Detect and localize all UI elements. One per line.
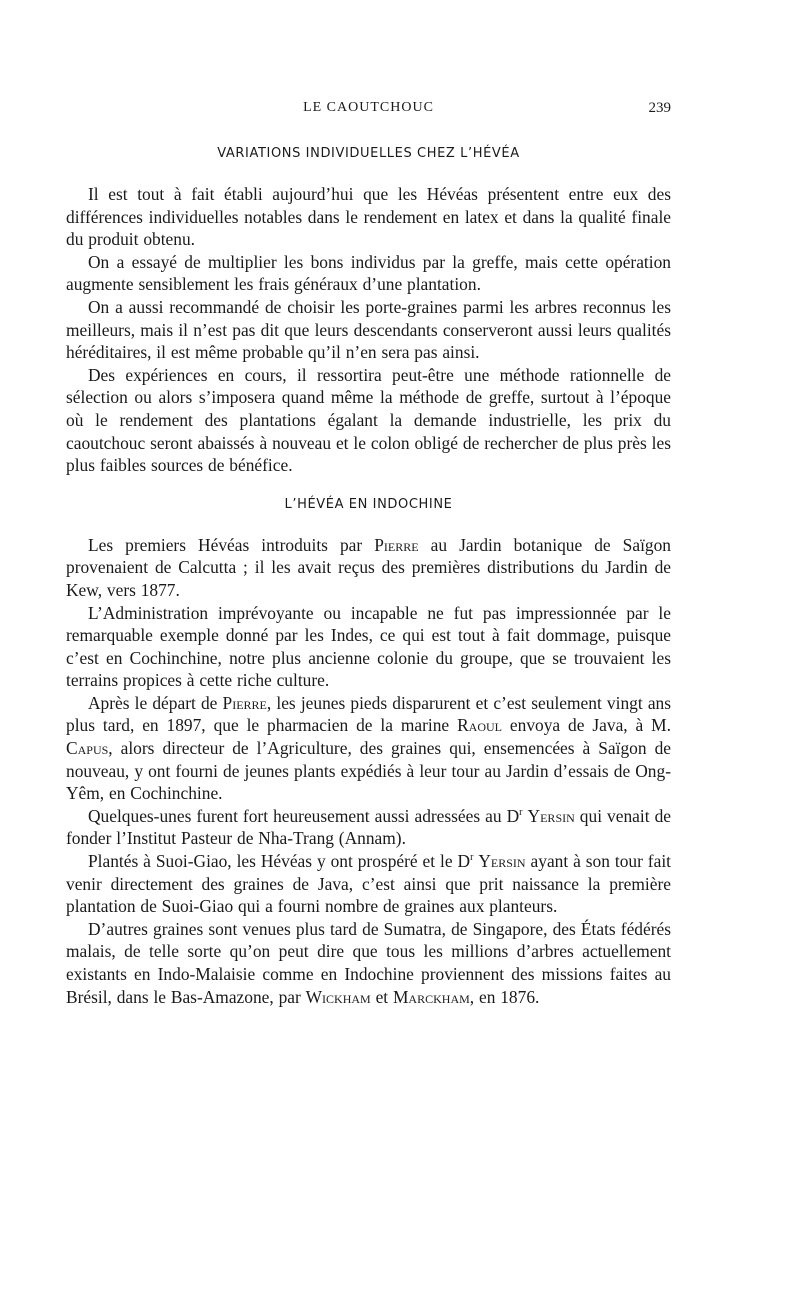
- paragraph: [66, 692, 671, 805]
- person-name: Wickham: [305, 986, 371, 1007]
- paragraph: Il est tout à fait établi aujourd’hui que les Hévéas présentent entre eux des différences individuelles notables dans le rendement en latex et dans la qualité finale du produit obtenu.: [66, 184, 671, 250]
- paragraph: On a essayé de multiplier les bons individus par la greffe, mais cette opération augmente sensiblement les frais généraux d’une plantation.: [66, 251, 671, 295]
- text-run: ayant à son tour fait venir directement des graines de Java, c’est ainsi que prit naissance la première plantation de Suoi-Giao qui a fourni nombre de graines aux planteurs.: [66, 851, 671, 917]
- paragraph: [66, 918, 671, 1008]
- text-run: Plantés à Suoi-Giao, les Hévéas y ont prospéré et le D: [88, 851, 471, 872]
- text-run: au Jardin botanique de Saïgon provenaient de Calcutta ; il les avait reçus des premières distributions du Jardin de Kew, vers 1877.: [66, 534, 671, 600]
- text-run: envoya de Java, à M.: [502, 715, 671, 736]
- paragraph: [66, 805, 671, 850]
- paragraph: Des expériences en cours, il ressortira peut-être une méthode rationnelle de sélection ou alors s’imposera quand même la méthode de greffe, surtout à l’époque où le rendement des plantations égalant la demande industrielle, les prix du caoutchouc seront abaissés à nouveau et le colon obligé de rechercher de plus près les plus faibles sources de bénéfice.: [66, 364, 671, 476]
- person-name: Yersin: [527, 805, 575, 826]
- person-name: Capus: [66, 738, 109, 759]
- text-run: Quelques-unes furent fort heureusement aussi adressées au D: [88, 805, 520, 826]
- book-page: [66, 92, 671, 1008]
- page-number: 239: [648, 100, 671, 116]
- text-run: D’autres graines sont venues plus tard de Sumatra, de Singapore, des États fédérés malais, de telle sorte qu’on peut dire que tous les millions d’arbres actuellement existants en Indo-Malaisie comme en Indochine proviennent des missions faites au Brésil, dans le Bas-Amazone, par: [66, 918, 671, 1007]
- paragraph: L’Administration imprévoyante ou incapable ne fut pas impressionnée par le remarquable exemple donné par les Indes, ce qui est tout à fait dommage, puisque c’est en Cochinchine, notre plus ancienne colonie du groupe, que se trouvaient les terrains propices à cette riche culture.: [66, 602, 671, 691]
- section-title-indochine: L’HÉVÉA EN INDOCHINE: [284, 496, 453, 512]
- text-run: , les jeunes pieds disparurent et c’est seulement vingt ans plus tard, en 1897, que le pharmacien de la marine: [66, 692, 672, 736]
- person-name: Pierre: [222, 692, 267, 713]
- text-run: Les premiers Hévéas introduits par: [88, 534, 375, 555]
- paragraph: [66, 850, 671, 918]
- running-head: [66, 92, 671, 122]
- text-run: Après le départ de: [88, 692, 223, 713]
- person-name: Yersin: [478, 851, 526, 872]
- superscript: r: [519, 807, 523, 819]
- text-run: qui venait de fonder l’Institut Pasteur de Nha-Trang (Annam).: [66, 805, 671, 849]
- superscript: r: [470, 852, 474, 864]
- paragraph: [66, 534, 671, 602]
- person-name: Raoul: [457, 715, 503, 736]
- section-title-variations: VARIATIONS INDIVIDUELLES CHEZ L’HÉVÉA: [217, 146, 520, 161]
- text-run: et: [370, 986, 393, 1007]
- running-title: LE CAOUTCHOUC: [303, 100, 434, 115]
- paragraph: On a aussi recommandé de choisir les porte-graines parmi les arbres reconnus les meilleurs, mais il n’est pas dit que leurs descendants conserveront aussi leurs qualités héréditaires, il est même probable qu’il n’en sera pas ainsi.: [66, 296, 671, 363]
- text-run: , en 1876.: [469, 986, 540, 1007]
- person-name: Pierre: [374, 534, 419, 555]
- person-name: Marckham: [392, 986, 470, 1007]
- text-run: , alors directeur de l’Agriculture, des graines qui, ensemencées à Saïgon de nouveau, y ont fourni de jeunes plants expédiés à leur tour au Jardin d’essais de Ong-Yêm, en Cochinchine.: [66, 738, 671, 804]
